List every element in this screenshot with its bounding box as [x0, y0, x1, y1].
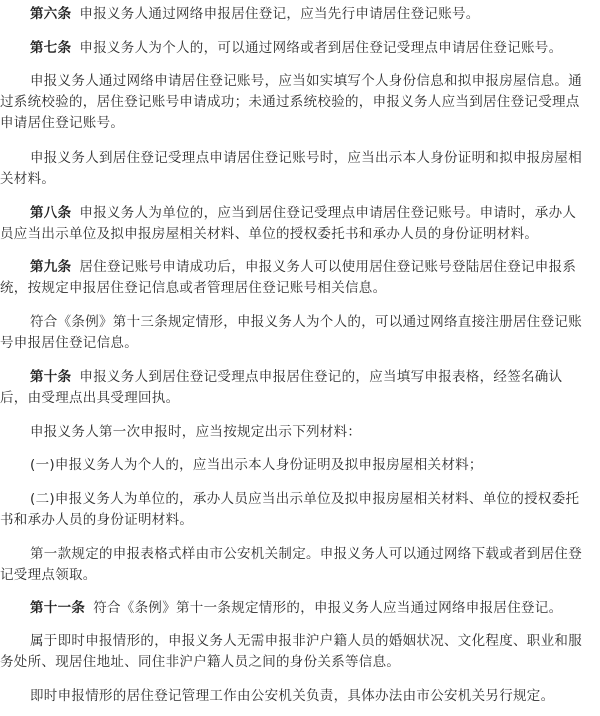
- paragraph-article-9: [0, 257, 588, 299]
- paragraph-text: 符合《条例》第十一条规定情形的，申报义务人应当通过网络申报居住登记。: [93, 600, 563, 616]
- paragraph-form-template: [0, 544, 588, 586]
- paragraph-item-2: [0, 489, 588, 531]
- paragraph-article-11: [0, 598, 588, 619]
- article-number: 第八条: [30, 205, 72, 221]
- paragraph-text: 居住登记账号申请成功后，申报义务人可以使用居住登记账号登陆居住登记申报系统，按规定申报居住登记信息或者管理居住登记账号相关信息。: [0, 259, 577, 296]
- paragraph-text: 申报义务人为个人的，可以通过网络或者到居住登记受理点申请居住登记账号。: [79, 40, 563, 56]
- paragraph-text: 申报义务人第一次申报时，应当按规定出示下列材料：: [30, 424, 362, 440]
- paragraph-text: 符合《条例》第十三条规定情形，申报义务人为个人的，可以通过网络直接注册居住登记账号申报居住登记信息。: [0, 314, 582, 351]
- paragraph-text: 申报义务人为单位的，应当到居住登记受理点申请居住登记账号。申请时，承办人员应当出示单位及拟申报房屋相关材料、单位的授权委托书和承办人员的身份证明材料。: [0, 205, 577, 242]
- paragraph-article-10: [0, 367, 588, 409]
- article-number: 第十一条: [30, 600, 86, 616]
- paragraph-text: 即时申报情形的居住登记管理工作由公安机关负责，具体办法由市公安机关另行规定。: [30, 688, 555, 704]
- paragraph-instant-declaration: [0, 631, 588, 673]
- article-number: 第十条: [30, 369, 72, 385]
- paragraph-first-declaration: [0, 422, 588, 443]
- paragraph-instant-management: [0, 686, 588, 707]
- paragraph-direct-registration: [0, 312, 588, 354]
- paragraph-article-8: [0, 203, 588, 245]
- article-number: 第六条: [30, 6, 72, 22]
- paragraph-text: 申报义务人到居住登记受理点申请居住登记账号时，应当出示本人身份证明和拟申报房屋相关材料。: [0, 150, 582, 187]
- paragraph-onsite-application: [0, 148, 588, 190]
- paragraph-text: 第一款规定的申报表格式样由市公安机关制定。申报义务人可以通过网络下载或者到居住登记受理点领取。: [0, 546, 582, 583]
- paragraph-text: 属于即时申报情形的，申报义务人无需申报非沪户籍人员的婚姻状况、文化程度、职业和服务处所、现居住地址、同住非沪户籍人员之间的身份关系等信息。: [0, 633, 582, 670]
- paragraph-text: 申报义务人通过网络申请居住登记账号，应当如实填写个人身份信息和拟申报房屋信息。通过系统校验的，居住登记账号申请成功；未通过系统校验的，申报义务人应当到居住登记受理点申请居住登记账号。: [0, 73, 582, 131]
- paragraph-article-6: [0, 4, 588, 25]
- article-number: 第七条: [30, 40, 72, 56]
- article-number: 第九条: [30, 259, 72, 275]
- paragraph-online-application: [0, 71, 588, 134]
- paragraph-text: 申报义务人到居住登记受理点申报居住登记的，应当填写申报表格，经签名确认后，由受理点出具受理回执。: [0, 369, 563, 406]
- paragraph-text: 申报义务人通过网络申报居住登记，应当先行申请居住登记账号。: [79, 6, 480, 22]
- paragraph-text: (一)申报义务人为个人的，应当出示本人身份证明及拟申报房屋相关材料；: [30, 457, 483, 473]
- paragraph-item-1: [0, 455, 588, 476]
- paragraph-article-7: [0, 38, 588, 59]
- paragraph-text: (二)申报义务人为单位的，承办人员应当出示单位及拟申报房屋相关材料、单位的授权委托书和承办人员的身份证明材料。: [0, 491, 580, 528]
